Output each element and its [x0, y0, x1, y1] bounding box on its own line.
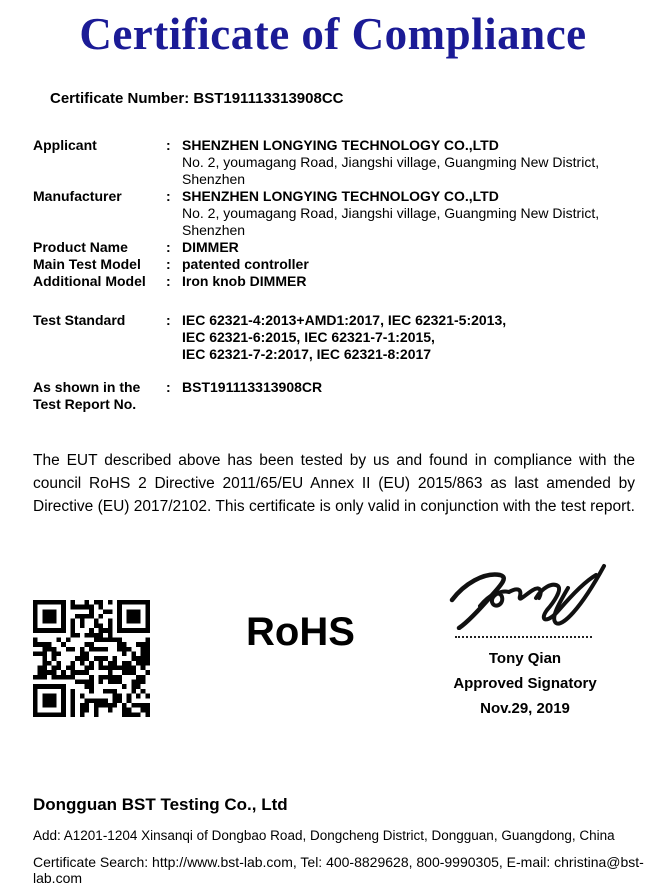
test-standard-label: Test Standard	[33, 312, 126, 328]
manufacturer-address-1: No. 2, youmagang Road, Jiangshi village, Guangming New District,	[182, 205, 600, 221]
applicant-address-1: No. 2, youmagang Road, Jiangshi village, Guangming New District,	[182, 154, 600, 170]
colon: :	[166, 256, 171, 272]
row-main-test-model	[33, 256, 641, 273]
applicant-label: Applicant	[33, 137, 97, 153]
footer-search: Certificate Search: http://www.bst-lab.com, Tel: 400-8829628, 800-9990305, E-mail: christina@bst-lab.com	[33, 854, 644, 886]
colon: :	[166, 379, 171, 395]
colon: :	[166, 312, 171, 328]
additional-model-value: Iron knob DIMMER	[182, 273, 307, 289]
row-applicant	[33, 137, 641, 188]
signatory-name: Tony Qian	[488, 650, 562, 667]
product-name-label: Product Name	[33, 239, 128, 255]
colon: :	[166, 239, 171, 255]
rohs-mark: RoHS	[246, 610, 355, 654]
row-test-standard	[33, 312, 641, 363]
row-manufacturer	[33, 188, 641, 239]
info-table	[33, 137, 641, 413]
applicant-company: SHENZHEN LONGYING TECHNOLOGY CO.,LTD	[182, 137, 499, 153]
additional-model-label: Additional Model	[33, 273, 146, 289]
compliance-statement: The EUT described above has been tested by us and found in compliance with the council RoHS 2 Directive 2011/65/EU Annex II (EU) 2015/863 as last amended by Directive (EU) 2017/2102. This certificate is only valid in conjunction with the test report.	[33, 452, 635, 515]
test-report-label	[33, 379, 166, 413]
signature-block	[435, 648, 615, 723]
manufacturer-address-2: Shenzhen	[182, 222, 246, 238]
test-report-label-line-2: Test Report No.	[33, 396, 137, 412]
main-test-model-label: Main Test Model	[33, 256, 141, 272]
test-report-value: BST191113313908CR	[182, 379, 323, 395]
test-standard-value	[182, 312, 641, 363]
test-report-label-line-1: As shown in the	[33, 379, 141, 395]
main-test-model-value: patented controller	[182, 256, 309, 272]
certificate-number: Certificate Number: BST191113313908CC	[50, 90, 344, 107]
spacer	[33, 363, 641, 379]
test-standard-line-3: IEC 62321-7-2:2017, IEC 62321-8:2017	[182, 346, 432, 362]
manufacturer-label: Manufacturer	[33, 188, 122, 204]
colon: :	[166, 273, 171, 289]
row-additional-model	[33, 273, 641, 290]
manufacturer-value	[182, 188, 641, 239]
applicant-address-2: Shenzhen	[182, 171, 246, 187]
signatory-role: Approved Signatory	[453, 675, 597, 692]
manufacturer-company: SHENZHEN LONGYING TECHNOLOGY CO.,LTD	[182, 188, 499, 204]
row-test-report	[33, 379, 641, 413]
colon: :	[166, 188, 171, 204]
spacer	[33, 290, 641, 312]
page-title: Certificate of Compliance	[79, 9, 587, 59]
qr-code	[33, 600, 150, 717]
signature-script-icon	[446, 550, 614, 630]
footer-company: Dongguan BST Testing Co., Ltd	[33, 795, 288, 814]
row-product-name	[33, 239, 641, 256]
test-standard-line-2: IEC 62321-6:2015, IEC 62321-7-1:2015,	[182, 329, 435, 345]
applicant-value	[182, 137, 641, 188]
signature-date: Nov.29, 2019	[480, 700, 570, 717]
signature-dotted-line	[455, 622, 592, 638]
colon: :	[166, 137, 171, 153]
test-standard-line-1: IEC 62321-4:2013+AMD1:2017, IEC 62321-5:2013,	[182, 312, 507, 328]
product-name-value: DIMMER	[182, 239, 239, 255]
footer-address: Add: A1201-1204 Xinsanqi of Dongbao Road, Dongcheng District, Dongguan, Guangdong, China	[33, 828, 615, 843]
